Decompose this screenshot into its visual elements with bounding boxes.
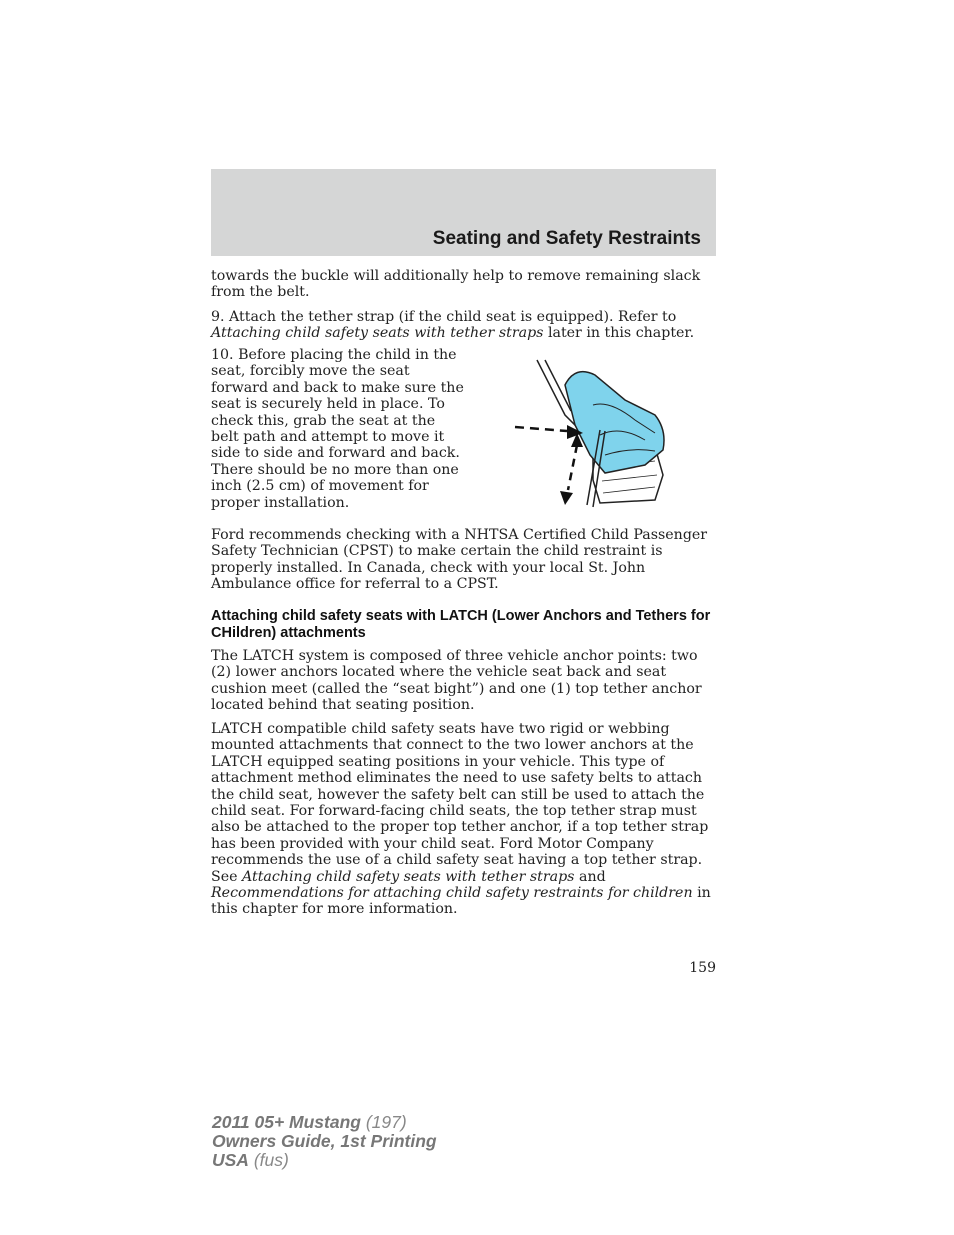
document-footer — [212, 1113, 437, 1170]
child-seat-shell — [565, 372, 664, 473]
step-9-text: 9. Attach the tether strap (if the child seat is equipped). Refer to — [211, 309, 677, 325]
page-number: 159 — [689, 960, 716, 976]
step-9-suffix: later in this chapter. — [547, 325, 695, 342]
latch-reference-2: Recommendations for attaching child safety restraints for children — [211, 885, 693, 902]
paragraph-slack: towards the buckle will additionally help to remove remaining slack from the belt. — [211, 268, 701, 301]
latch-reference-1: Attaching child safety seats with tether straps — [242, 868, 575, 885]
footer-region: USA — [212, 1150, 249, 1170]
footer-model: 2011 05+ Mustang — [212, 1112, 361, 1132]
child-seat-illustration — [505, 355, 675, 513]
latch-text: LATCH compatible child safety seats have two rigid or webbing mounted attachments that connect to the two lower anchors at the LATCH equipped seating positions in your vehicle. This type of attachment method eliminates the need to use safety belts to attach the child seat, however the safety belt can still be used to attach the child seat. For forward-facing child seats, the top tether strap must also be attached to the proper top tether anchor, if a top tether strap has been provided with your child seat. Ford Motor Company recommends the use of a child safety seat having a top tether strap. See — [211, 721, 709, 885]
dashed-arrow-line — [568, 445, 577, 490]
dashed-arrow-line — [515, 427, 567, 431]
paragraph-latch-compatible — [211, 721, 716, 918]
header-band — [211, 169, 716, 256]
arrow-head-icon — [560, 491, 573, 505]
section-heading-latch: Attaching child safety seats with LATCH (Lower Anchors and Tethers for CHildren) attachments — [211, 608, 711, 641]
footer-guide: Owners Guide, 1st Printing — [212, 1131, 437, 1151]
footer-model-code: (197) — [365, 1112, 407, 1132]
paragraph-latch-system: The LATCH system is composed of three vehicle anchor points: two (2) lower anchors located where the vehicle seat back and seat cushion meet (called the “seat bight”) and one (1) top tether anchor located behind that seating position. — [211, 648, 702, 714]
latch-and: and — [578, 868, 606, 885]
paragraph-cpst: Ford recommends checking with a NHTSA Certified Child Passenger Safety Technician (CPST) to make certain the child restraint is properly installed. In Canada, check with your local St. John Ambulance office for referral to a CPST. — [211, 527, 708, 593]
paragraph-step-9 — [211, 309, 716, 342]
footer-region-code: (fus) — [253, 1150, 289, 1170]
latch-suffix: in this chapter for more information. — [211, 885, 711, 918]
page-section-title: Seating and Safety Restraints — [432, 228, 701, 249]
step-9-reference: Attaching child safety seats with tether straps — [211, 325, 544, 342]
child-seat-diagram — [505, 355, 675, 513]
paragraph-step-10: 10. Before placing the child in the seat, forcibly move the seat forward and back to make sure the seat is securely held in place. To check this, grab the seat at the belt path and attempt to move it side to side and forward and back. There should be no more than one inch (2.5 cm) of movement for proper installation. — [211, 347, 464, 511]
